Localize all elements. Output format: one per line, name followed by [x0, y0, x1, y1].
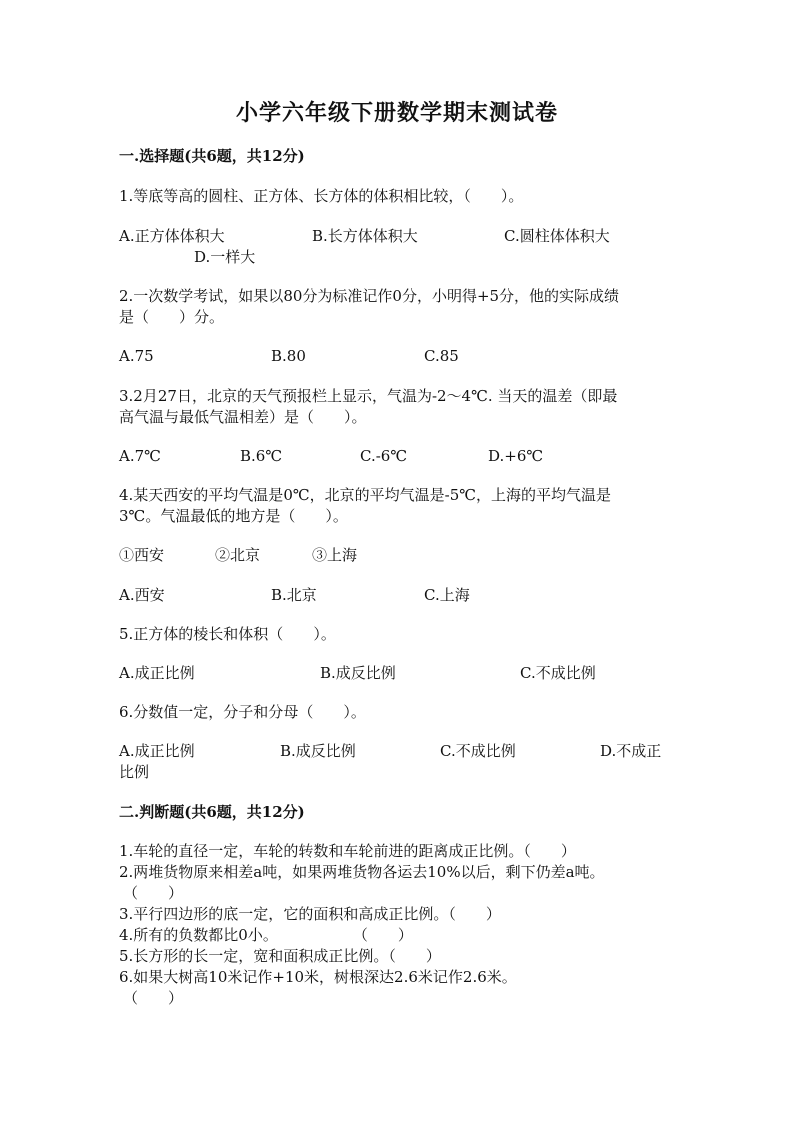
- judgement-line: 1.车轮的直径一定，车轮的转数和车轮前进的距离成正比例。（ ）: [119, 842, 576, 860]
- section-heading-choice: 一.选择题(共6题，共12分): [119, 147, 305, 165]
- question-4-stem-line-2: 3℃。气温最低的地方是（ ）。: [119, 507, 348, 525]
- question-5-option-b: B.成反比例: [320, 664, 396, 682]
- question-1-option-b: B.长方体体积大: [312, 227, 418, 245]
- question-3-option-a: A.7℃: [119, 447, 161, 465]
- judgement-line: 2.两堆货物原来相差a吨，如果两堆货物各运去10%以后，剩下仍差a吨。: [119, 863, 605, 881]
- question-3-option-b: B.6℃: [240, 447, 283, 465]
- judgement-line: 3.平行四边形的底一定，它的面积和高成正比例。（ ）: [119, 905, 501, 923]
- question-2-option-b: B.80: [271, 347, 306, 365]
- question-4-choice-1: ①西安: [119, 546, 165, 564]
- question-6-option-a: A.成正比例: [119, 742, 195, 760]
- question-2-option-c: C.85: [424, 347, 459, 365]
- question-4-choice-2: ②北京: [215, 546, 261, 564]
- section-heading-judgement: 二.判断题(共6题，共12分): [119, 803, 305, 821]
- question-4-stem-line-1: 4.某天西安的平均气温是0℃，北京的平均气温是-5℃，上海的平均气温是: [119, 486, 612, 504]
- question-1-option-d: D.一样大: [194, 248, 256, 266]
- judgement-line: （ ）: [123, 884, 184, 902]
- question-1-option-c: C.圆柱体体积大: [504, 227, 610, 245]
- question-6-option-d: D.不成正: [600, 742, 662, 760]
- question-6-option-c: C.不成比例: [440, 742, 516, 760]
- question-1-stem: 1.等底等高的圆柱、正方体、长方体的体积相比较，（ ）。: [119, 187, 524, 205]
- question-3-stem-line-1: 3.2月27日，北京的天气预报栏上显示，气温为-2～4℃. 当天的温差（即最: [119, 387, 618, 405]
- judgement-line: 4.所有的负数都比0小。 （ ）: [119, 926, 413, 944]
- judgement-line: （ ）: [123, 989, 184, 1007]
- question-2-stem-line-1: 2.一次数学考试，如果以80分为标准记作0分，小明得+5分，他的实际成绩: [119, 287, 620, 305]
- judgement-line: 5.长方形的长一定，宽和面积成正比例。（ ）: [119, 947, 441, 965]
- question-3-stem-line-2: 高气温与最低气温相差）是（ ）。: [119, 408, 367, 426]
- question-4-choice-3: ③上海: [312, 546, 358, 564]
- question-3-option-c: C.-6℃: [360, 447, 408, 465]
- question-6-option-b: B.成反比例: [280, 742, 356, 760]
- question-5-stem: 5.正方体的棱长和体积（ ）。: [119, 625, 336, 643]
- question-1-option-a: A.正方体体积大: [119, 227, 225, 245]
- judgement-line: 6.如果大树高10米记作+10米，树根深达2.6米记作2.6米。: [119, 968, 517, 986]
- question-3-option-d: D.+6℃: [488, 447, 544, 465]
- question-2-stem-line-2: 是（ ）分。: [119, 308, 225, 326]
- question-5-option-a: A.成正比例: [119, 664, 195, 682]
- question-4-option-b: B.北京: [271, 586, 317, 604]
- question-4-option-a: A.西安: [119, 586, 165, 604]
- page-title: 小学六年级下册数学期末测试卷: [235, 100, 558, 126]
- question-5-option-c: C.不成比例: [520, 664, 596, 682]
- question-2-option-a: A.75: [119, 347, 154, 365]
- question-4-option-c: C.上海: [424, 586, 470, 604]
- question-6-option-d-wrap: 比例: [119, 763, 150, 781]
- question-6-stem: 6.分数值一定，分子和分母（ ）。: [119, 703, 366, 721]
